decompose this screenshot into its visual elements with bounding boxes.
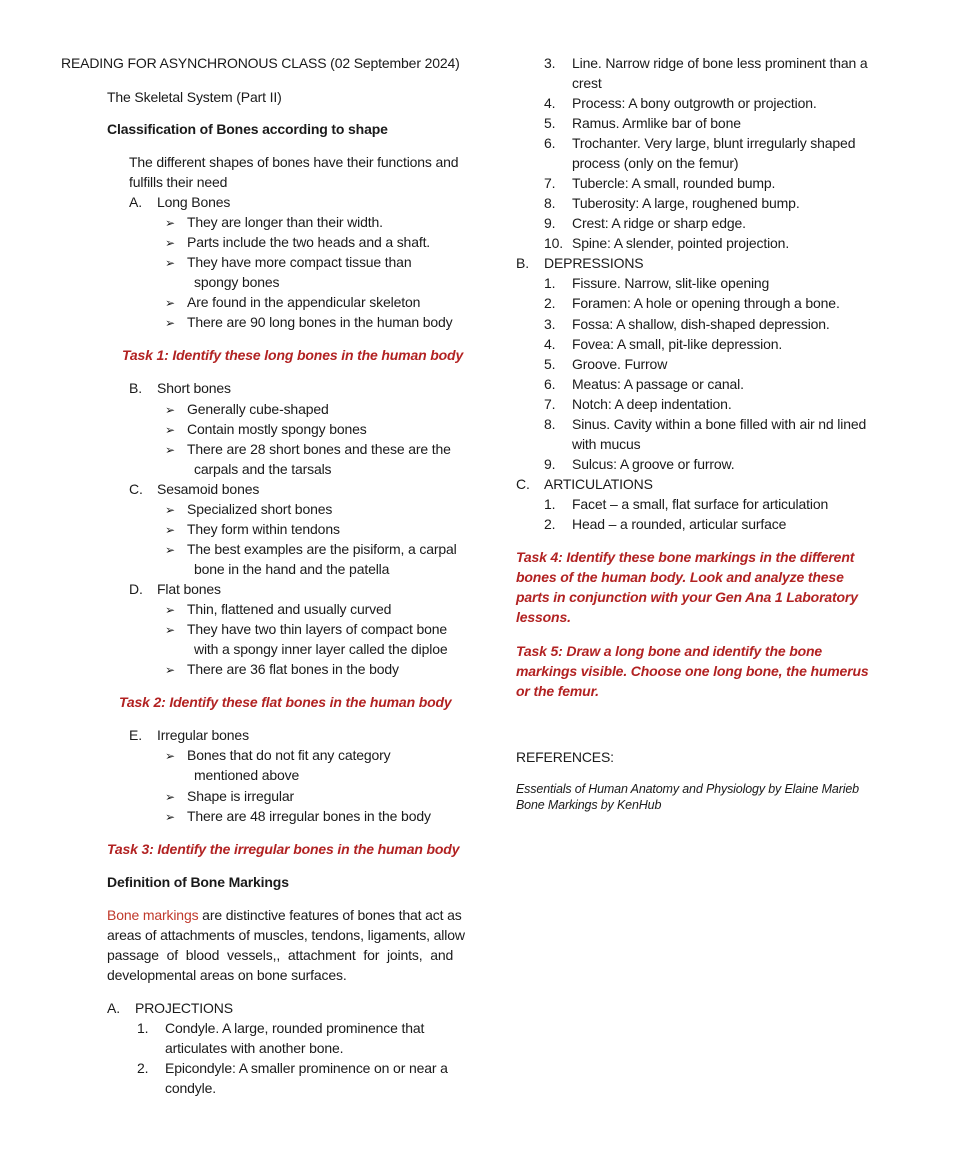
item-text: Notch: A deep indentation. — [572, 396, 732, 412]
item-text: Process: A bony outgrowth or projection. — [572, 95, 817, 111]
task-4: Task 4: Identify these bone markings in the different — [516, 549, 855, 565]
section-projections — [107, 998, 233, 1018]
numbered-item — [544, 454, 734, 474]
list-item — [165, 292, 420, 313]
item-text: Fissure. Narrow, slit-like opening — [572, 275, 770, 291]
list-item — [165, 786, 294, 807]
section-title: Flat bones — [157, 581, 221, 597]
definition-line — [107, 905, 462, 925]
numbered-item — [544, 374, 744, 394]
item-number: 3. — [544, 55, 556, 71]
list-item-continuation: spongy bones — [194, 274, 280, 290]
definition-text: are distinctive features of bones that act as — [198, 907, 462, 923]
arrowhead-bullet-icon: ➢ — [165, 543, 175, 557]
arrowhead-bullet-icon: ➢ — [165, 236, 175, 250]
list-item — [165, 599, 391, 620]
item-number: 4. — [544, 336, 556, 352]
numbered-item — [544, 113, 741, 133]
item-number: 9. — [544, 215, 556, 231]
task-4: parts in conjunction with your Gen Ana 1 Laboratory — [516, 589, 858, 605]
intro-line: fulfills their need — [129, 174, 228, 190]
numbered-item-continuation: process (only on the femur) — [572, 155, 739, 171]
list-item-continuation: with a spongy inner layer called the diploe — [194, 641, 448, 657]
item-text: Fossa: A shallow, dish-shaped depression. — [572, 316, 830, 332]
arrowhead-bullet-icon: ➢ — [165, 523, 175, 537]
list-item — [165, 399, 329, 420]
reference-item: Bone Markings by KenHub — [516, 798, 662, 812]
list-item — [165, 806, 431, 827]
list-item-text: They have two thin layers of compact bone — [187, 621, 447, 637]
item-text: Ramus. Armlike bar of bone — [572, 115, 741, 131]
section-title: Long Bones — [157, 194, 231, 210]
item-text: Condyle. A large, rounded prominence that — [165, 1020, 425, 1036]
right-column — [490, 0, 972, 1154]
section-letter: E. — [129, 727, 142, 743]
item-number: 10. — [544, 235, 564, 251]
numbered-item — [544, 133, 855, 153]
item-number: 6. — [544, 135, 556, 151]
classification-heading: Classification of Bones according to shape — [107, 121, 388, 137]
list-item — [165, 539, 457, 560]
arrowhead-bullet-icon: ➢ — [165, 603, 175, 617]
numbered-item — [544, 93, 817, 113]
item-text: Meatus: A passage or canal. — [572, 376, 744, 392]
task-1: Task 1: Identify these long bones in the human body — [122, 347, 464, 363]
list-item-text: There are 48 irregular bones in the body — [187, 808, 431, 824]
document-subtitle: The Skeletal System (Part II) — [107, 89, 282, 105]
references-heading: REFERENCES: — [516, 749, 614, 765]
arrowhead-bullet-icon: ➢ — [165, 790, 175, 804]
task-5: Task 5: Draw a long bone and identify the bone — [516, 643, 823, 659]
arrowhead-bullet-icon: ➢ — [165, 623, 175, 637]
item-text: Tuberosity: A large, roughened bump. — [572, 195, 800, 211]
numbered-item-continuation: crest — [572, 75, 602, 91]
document-title: READING FOR ASYNCHRONOUS CLASS (02 September 2024) — [61, 55, 460, 71]
numbered-item — [544, 293, 840, 313]
task-5: or the femur. — [516, 683, 599, 699]
list-item-text: Shape is irregular — [187, 788, 295, 804]
section-title: Sesamoid bones — [157, 481, 260, 497]
list-item-text: Specialized short bones — [187, 501, 333, 517]
item-number: 6. — [544, 376, 556, 392]
section-title: Irregular bones — [157, 727, 249, 743]
item-text: Foramen: A hole or opening through a bone. — [572, 295, 840, 311]
definition-line: areas of attachments of muscles, tendons, ligaments, allow — [107, 927, 465, 943]
list-item-text: There are 90 long bones in the human body — [187, 314, 453, 330]
list-item-text: Thin, flattened and usually curved — [187, 601, 392, 617]
arrowhead-bullet-icon: ➢ — [165, 403, 175, 417]
list-item-text: Are found in the appendicular skeleton — [187, 294, 421, 310]
list-item — [165, 419, 367, 440]
list-item-continuation: mentioned above — [194, 767, 300, 783]
arrowhead-bullet-icon: ➢ — [165, 503, 175, 517]
numbered-item — [544, 514, 786, 534]
definition-line: passage of blood vessels,, attachment for joints, and — [107, 947, 454, 963]
section-letter: B. — [129, 380, 142, 396]
item-number: 2. — [544, 295, 556, 311]
definition-line: developmental areas on bone surfaces. — [107, 967, 347, 983]
item-text: Head – a rounded, articular surface — [572, 516, 787, 532]
arrowhead-bullet-icon: ➢ — [165, 296, 175, 310]
item-number: 5. — [544, 356, 556, 372]
item-text: Sinus. Cavity within a bone filled with air nd lined — [572, 416, 867, 432]
item-number: 1. — [137, 1020, 149, 1036]
section-title: DEPRESSIONS — [544, 255, 644, 271]
numbered-item-continuation: with mucus — [572, 436, 641, 452]
list-item-text: Bones that do not fit any category — [187, 747, 391, 763]
arrowhead-bullet-icon: ➢ — [165, 663, 175, 677]
section-long-bones — [129, 192, 230, 212]
item-number: 1. — [544, 275, 556, 291]
list-item-text: The best examples are the pisiform, a carpal — [187, 541, 457, 557]
list-item-text: There are 28 short bones and these are the — [187, 441, 451, 457]
item-number: 8. — [544, 195, 556, 211]
list-item — [165, 252, 411, 273]
list-item — [165, 212, 383, 233]
arrowhead-bullet-icon: ➢ — [165, 423, 175, 437]
list-item-text: Generally cube-shaped — [187, 401, 329, 417]
section-letter: A. — [129, 194, 142, 210]
numbered-item — [544, 173, 775, 193]
section-sesamoid-bones — [129, 479, 259, 499]
item-text: Sulcus: A groove or furrow. — [572, 456, 735, 472]
numbered-item — [544, 213, 746, 233]
section-letter: A. — [107, 1000, 120, 1016]
section-irregular-bones — [129, 725, 249, 745]
numbered-item — [544, 273, 769, 293]
task-5: markings visible. Choose one long bone, the humerus — [516, 663, 869, 679]
list-item — [165, 619, 447, 640]
numbered-item — [544, 334, 782, 354]
list-item-text: They have more compact tissue than — [187, 254, 412, 270]
item-text: Tubercle: A small, rounded bump. — [572, 175, 776, 191]
list-item — [165, 312, 452, 333]
item-number: 4. — [544, 95, 556, 111]
numbered-item-continuation: articulates with another bone. — [165, 1040, 344, 1056]
section-articulations — [516, 474, 653, 494]
item-number: 9. — [544, 456, 556, 472]
item-number: 7. — [544, 175, 556, 191]
item-text: Line. Narrow ridge of bone less prominent than a — [572, 55, 868, 71]
task-2: Task 2: Identify these flat bones in the human body — [119, 694, 452, 710]
list-item — [165, 519, 340, 540]
numbered-item — [137, 1058, 448, 1078]
item-number: 5. — [544, 115, 556, 131]
numbered-item — [544, 414, 866, 434]
list-item-text: Contain mostly spongy bones — [187, 421, 367, 437]
list-item-text: They are longer than their width. — [187, 214, 383, 230]
numbered-item — [544, 53, 868, 73]
list-item — [165, 745, 390, 766]
item-text: Trochanter. Very large, blunt irregularly shaped — [572, 135, 856, 151]
item-number: 3. — [544, 316, 556, 332]
arrowhead-bullet-icon: ➢ — [165, 316, 175, 330]
arrowhead-bullet-icon: ➢ — [165, 443, 175, 457]
section-short-bones — [129, 378, 231, 398]
numbered-item — [544, 314, 830, 334]
numbered-item — [544, 233, 789, 253]
numbered-item — [544, 354, 667, 374]
task-4: lessons. — [516, 609, 571, 625]
task-3: Task 3: Identify the irregular bones in the human body — [107, 841, 460, 857]
numbered-item — [544, 193, 800, 213]
list-item-continuation: bone in the hand and the patella — [194, 561, 390, 577]
reference-item: Essentials of Human Anatomy and Physiology by Elaine Marieb — [516, 782, 859, 796]
intro-line: The different shapes of bones have their functions and — [129, 154, 459, 170]
item-text: Crest: A ridge or sharp edge. — [572, 215, 746, 231]
item-text: Facet – a small, flat surface for articulation — [572, 496, 829, 512]
arrowhead-bullet-icon: ➢ — [165, 256, 175, 270]
arrowhead-bullet-icon: ➢ — [165, 216, 175, 230]
list-item-text: They form within tendons — [187, 521, 340, 537]
item-number: 1. — [544, 496, 556, 512]
section-flat-bones — [129, 579, 221, 599]
item-text: Epicondyle: A smaller prominence on or near a — [165, 1060, 448, 1076]
numbered-item — [544, 394, 732, 414]
item-text: Fovea: A small, pit-like depression. — [572, 336, 783, 352]
task-4: bones of the human body. Look and analyze these — [516, 569, 844, 585]
list-item-continuation: carpals and the tarsals — [194, 461, 332, 477]
list-item — [165, 499, 332, 520]
item-number: 2. — [137, 1060, 149, 1076]
section-depressions — [516, 253, 644, 273]
numbered-item — [137, 1018, 424, 1038]
list-item-text: There are 36 flat bones in the body — [187, 661, 399, 677]
bone-markings-heading: Definition of Bone Markings — [107, 874, 289, 890]
numbered-item-continuation: condyle. — [165, 1080, 216, 1096]
item-number: 2. — [544, 516, 556, 532]
section-title: ARTICULATIONS — [544, 476, 653, 492]
list-item — [165, 232, 430, 253]
item-text: Spine: A slender, pointed projection. — [572, 235, 790, 251]
arrowhead-bullet-icon: ➢ — [165, 749, 175, 763]
section-letter: C. — [516, 476, 530, 492]
section-title: PROJECTIONS — [135, 1000, 233, 1016]
item-number: 8. — [544, 416, 556, 432]
item-number: 7. — [544, 396, 556, 412]
list-item-text: Parts include the two heads and a shaft. — [187, 234, 431, 250]
section-title: Short bones — [157, 380, 231, 396]
definition-term: Bone markings — [107, 907, 199, 923]
numbered-item — [544, 494, 828, 514]
arrowhead-bullet-icon: ➢ — [165, 810, 175, 824]
section-letter: B. — [516, 255, 529, 271]
item-text: Groove. Furrow — [572, 356, 668, 372]
section-letter: C. — [129, 481, 143, 497]
list-item — [165, 439, 451, 460]
list-item — [165, 659, 399, 680]
section-letter: D. — [129, 581, 143, 597]
